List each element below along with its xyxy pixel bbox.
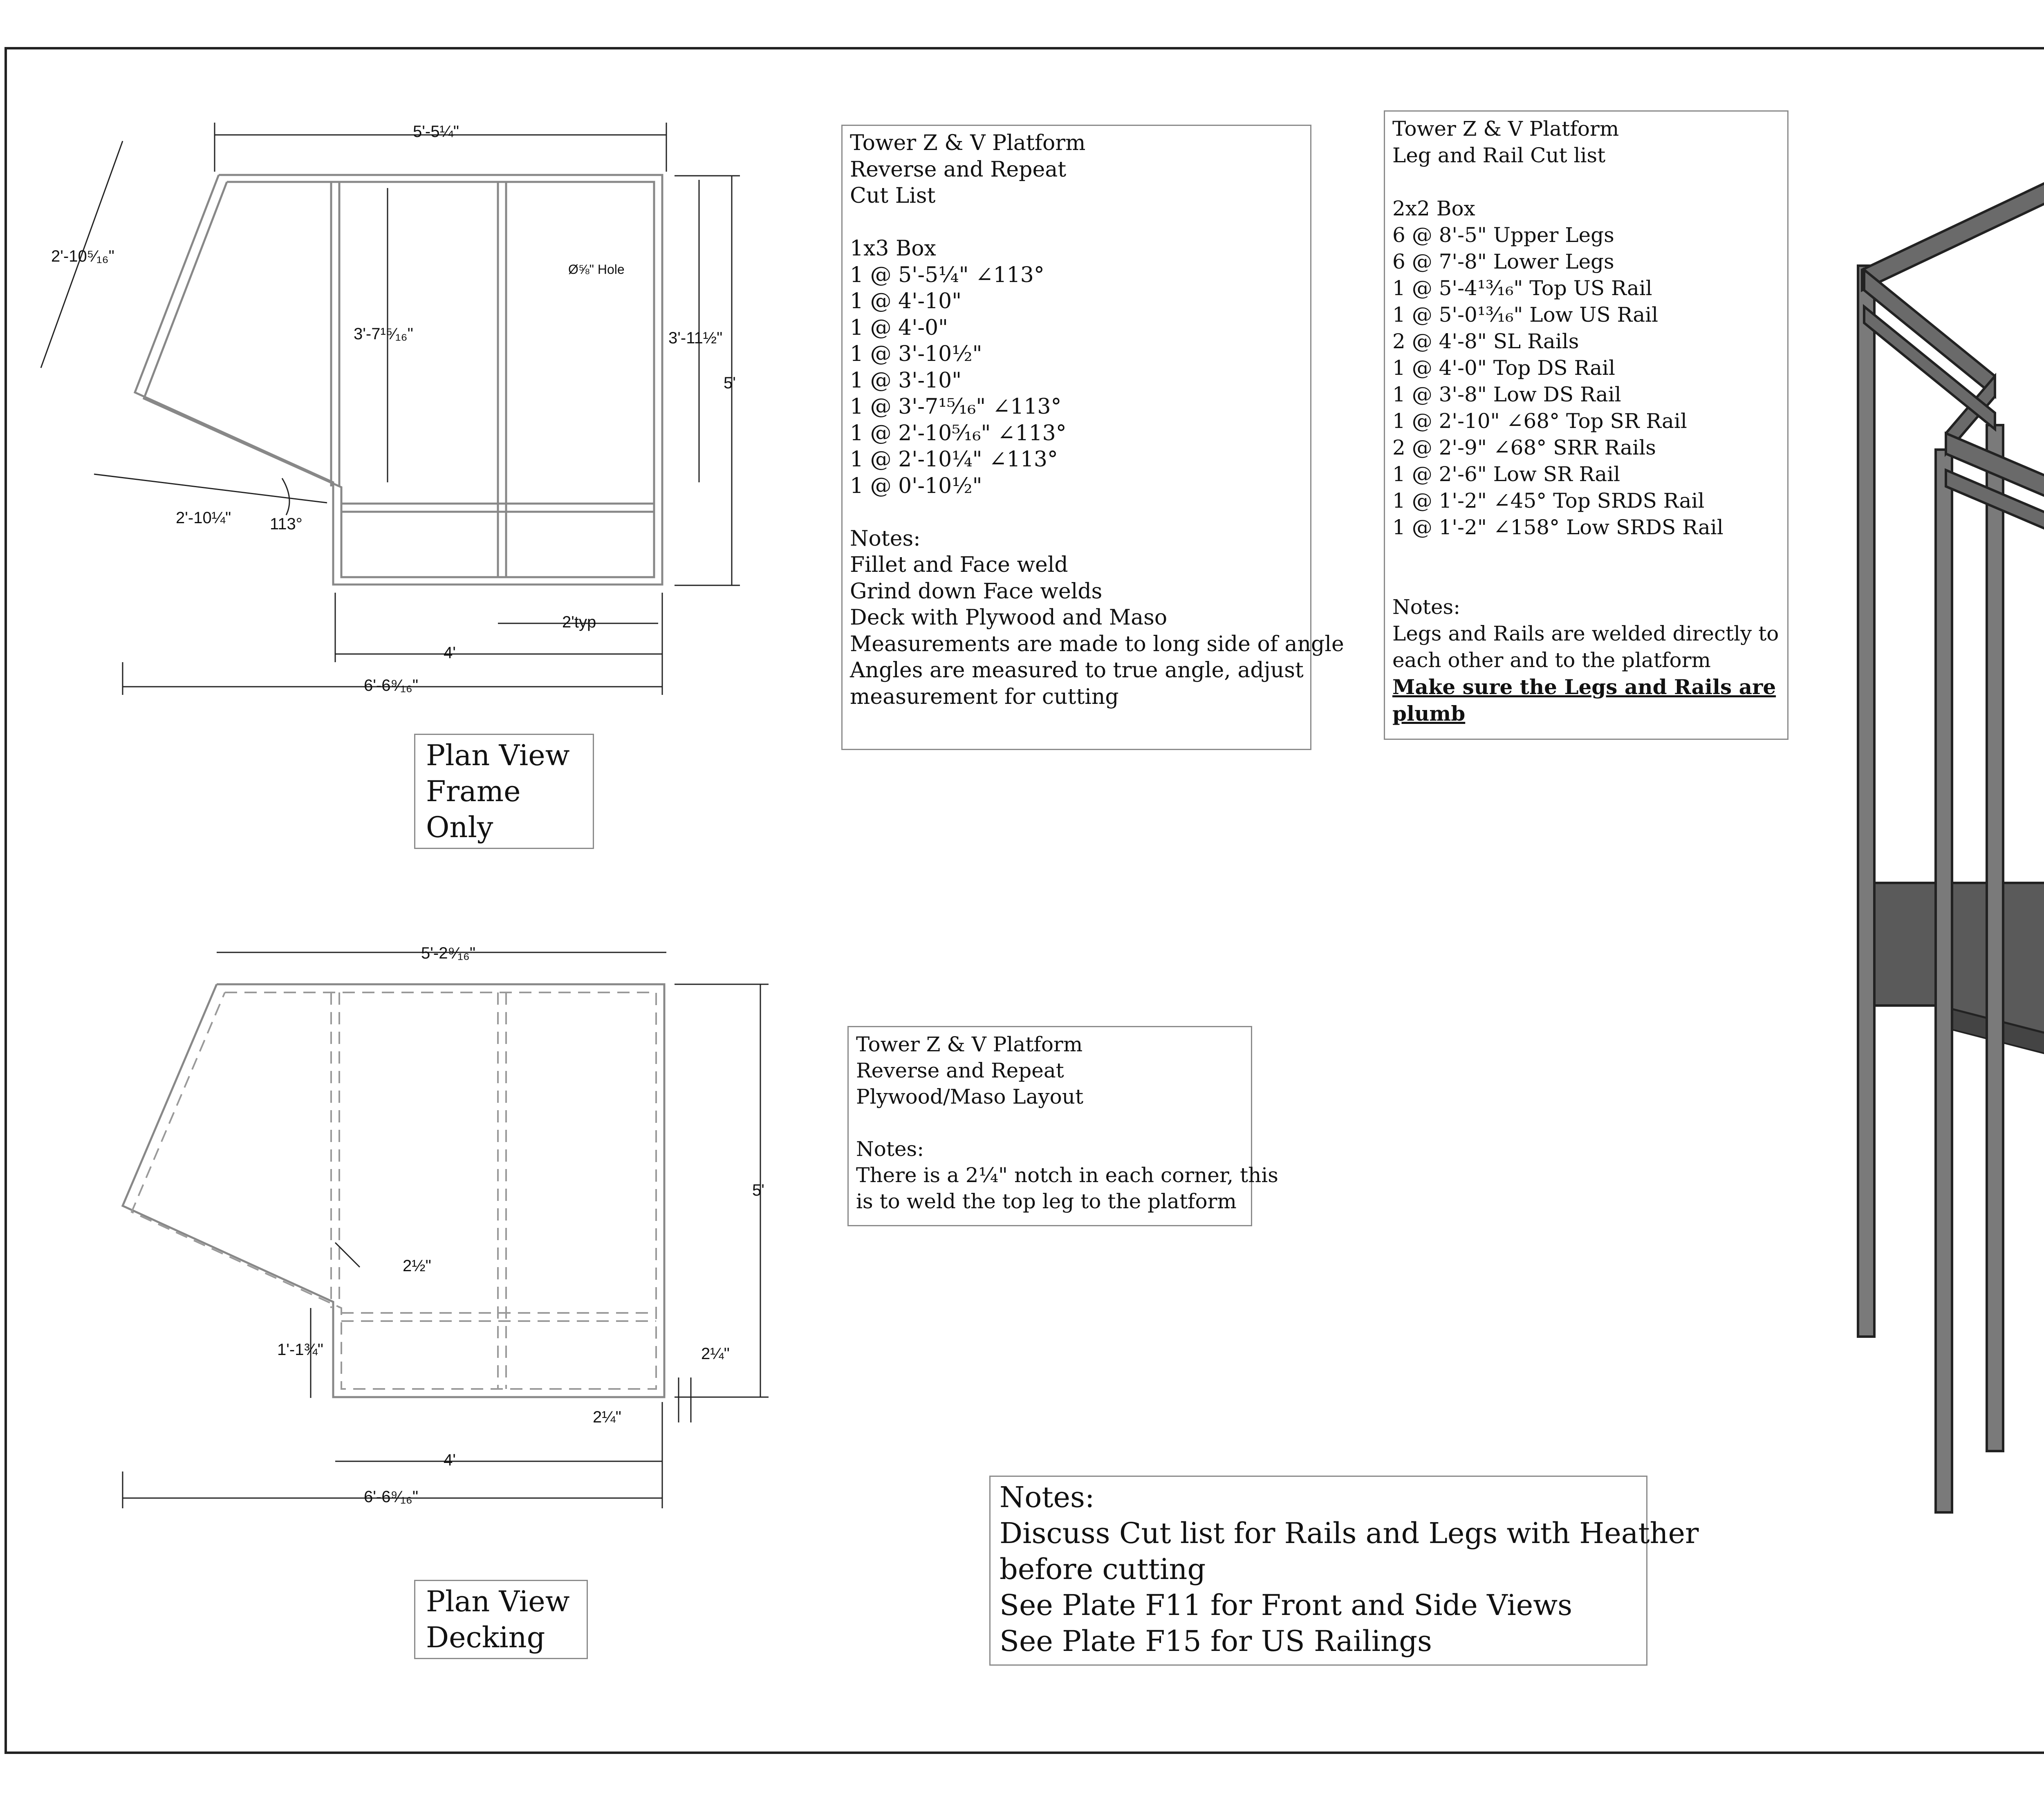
cut-list-line-0: Tower Z & V Platform	[850, 131, 1086, 155]
deck-dim-top-width: 5'-2⁹⁄₁₆"	[421, 944, 476, 962]
leg-rail-line-1: Leg and Rail Cut list	[1392, 143, 1606, 167]
deck-dim-notch: 2½"	[403, 1257, 431, 1275]
plywood-line-2: Plywood/Maso Layout	[856, 1085, 1084, 1109]
cut-list-lines	[850, 130, 1344, 710]
deck-dim-corner-right: 2¼"	[701, 1345, 730, 1363]
leg-rail-line-12: 2 @ 2'-9" ∠68° SRR Rails	[1392, 436, 1656, 459]
cut-list-line-4: 1x3 Box	[850, 236, 936, 261]
general-note-line-1: Discuss Cut list for Rails and Legs with Heather	[1000, 1516, 1699, 1550]
plywood-line-0: Tower Z & V Platform	[856, 1033, 1083, 1056]
plan-frame-dim-labels	[51, 123, 736, 694]
dim-inner-height: 3'-7¹⁵⁄₁₆"	[354, 325, 413, 343]
dim-top-width: 5'-5¼"	[413, 123, 459, 141]
general-note-line-0: Notes:	[1000, 1480, 1095, 1514]
general-notes-box	[989, 1476, 1699, 1666]
cut-list-line-1: Reverse and Repeat	[850, 157, 1067, 182]
plan-frame-dimensions	[41, 123, 740, 695]
dim-angle: 113°	[270, 515, 303, 533]
leg-rail-bold-note	[1392, 674, 1780, 727]
leg-rail-bold-line-0: Make sure the Legs and Rails are	[1392, 675, 1776, 699]
leg-rail-box	[1384, 110, 1788, 740]
cut-list-line-16: Fillet and Face weld	[850, 553, 1068, 577]
dim-typ: 2'typ	[562, 613, 596, 631]
iso-view-drawing	[1858, 176, 2044, 1619]
leg-rail-line-18: Notes:	[1392, 595, 1461, 619]
leg-rail-line-17	[1392, 567, 1780, 594]
leg-rail-line-11: 1 @ 2'-10" ∠68° Top SR Rail	[1392, 409, 1687, 433]
cut-list-line-19: Measurements are made to long side of angle	[850, 632, 1344, 656]
deck-dim-lower-left: 1'-1¾"	[277, 1341, 324, 1359]
dim-four: 4'	[444, 644, 456, 662]
cut-list-box	[841, 125, 1344, 750]
cut-list-line-15: Notes:	[850, 526, 921, 551]
leg-rail-line-4: 6 @ 8'-5" Upper Legs	[1392, 223, 1614, 247]
dim-hole: Ø⅝" Hole	[568, 262, 625, 277]
decking-dimensions	[123, 952, 769, 1508]
leg-rail-bold-line-1: plumb	[1392, 701, 1466, 726]
leg-rail-line-5: 6 @ 7'-8" Lower Legs	[1392, 250, 1614, 273]
dim-right-full: 5'	[724, 374, 736, 392]
plywood-line-5: There is a 2¼" notch in each corner, this	[856, 1163, 1278, 1187]
plywood-line-3	[856, 1110, 1244, 1136]
caption-plan-decking-line1: Plan View	[426, 1585, 570, 1618]
dim-right-inner: 3'-11½"	[668, 329, 723, 347]
cut-list-line-2: Cut List	[850, 184, 936, 208]
iso-deck	[1864, 883, 2044, 1079]
dim-bottom-overall: 6'-6⁹⁄₁₆"	[364, 676, 419, 694]
cut-list-line-5: 1 @ 5'-5¼" ∠113°	[850, 262, 1044, 287]
leg-rail-lines	[1392, 116, 1780, 674]
deck-dim-corner-bottom: 2¼"	[593, 1408, 621, 1426]
deck-dim-bottom-overall: 6'-6⁹⁄₁₆"	[364, 1488, 419, 1506]
caption-plan-decking-line2: Decking	[426, 1621, 545, 1654]
plywood-lines	[856, 1031, 1278, 1214]
cut-list-line-18: Deck with Plywood and Maso	[850, 605, 1168, 630]
dim-lower-angled: 2'-10¼"	[176, 509, 231, 527]
caption-plan-decking	[414, 1580, 588, 1659]
leg-rail-line-9: 1 @ 4'-0" Top DS Rail	[1392, 356, 1616, 380]
dim-left-angled: 2'-10⁵⁄₁₆"	[51, 247, 114, 265]
leg-rail-line-2	[1392, 169, 1780, 195]
leg-rail-line-15: 1 @ 1'-2" ∠158° Low SRDS Rail	[1392, 515, 1724, 539]
plywood-line-1: Reverse and Repeat	[856, 1059, 1064, 1082]
cut-list-line-6: 1 @ 4'-10"	[850, 289, 962, 314]
cut-list-line-10: 1 @ 3'-7¹⁵⁄₁₆" ∠113°	[850, 394, 1062, 419]
cut-list-line-12: 1 @ 2'-10¼" ∠113°	[850, 447, 1058, 472]
deck-dim-four: 4'	[444, 1451, 456, 1469]
general-note-line-2: before cutting	[1000, 1552, 1206, 1586]
caption-plan-frame-line2: Frame Only	[426, 775, 521, 844]
cut-list-line-21: measurement for cutting	[850, 684, 1119, 709]
general-notes-lines	[1000, 1479, 1699, 1659]
leg-rail-line-14: 1 @ 1'-2" ∠45° Top SRDS Rail	[1392, 489, 1705, 513]
caption-plan-frame-line1: Plan View	[426, 739, 570, 772]
leg-rail-line-16	[1392, 541, 1780, 567]
cut-list-line-9: 1 @ 3'-10"	[850, 368, 962, 393]
leg-rail-line-10: 1 @ 3'-8" Low DS Rail	[1392, 383, 1621, 406]
cut-list-line-8: 1 @ 3'-10½"	[850, 342, 982, 366]
leg-rail-line-3: 2x2 Box	[1392, 197, 1475, 220]
cut-list-line-14	[850, 499, 1303, 526]
leg-rail-line-20: each other and to the platform	[1392, 648, 1711, 672]
leg-rail-line-8: 2 @ 4'-8" SL Rails	[1392, 329, 1579, 353]
leg-rail-line-13: 1 @ 2'-6" Low SR Rail	[1392, 462, 1620, 486]
decking-hidden-lines	[132, 992, 656, 1389]
general-note-line-4: See Plate F15 for US Railings	[1000, 1624, 1432, 1658]
leg-rail-line-7: 1 @ 5'-0¹³⁄₁₆" Low US Rail	[1392, 303, 1659, 327]
leg-rail-line-0: Tower Z & V Platform	[1392, 117, 1619, 141]
deck-dim-right-full: 5'	[752, 1181, 764, 1199]
cut-list-line-3	[850, 209, 1303, 236]
cut-list-line-20: Angles are measured to true angle, adjust	[850, 658, 1304, 683]
cut-list-line-11: 1 @ 2'-10⁵⁄₁₆" ∠113°	[850, 421, 1067, 446]
leg-rail-line-19: Legs and Rails are welded directly to	[1392, 622, 1779, 645]
cut-list-line-7: 1 @ 4'-0"	[850, 315, 948, 340]
cut-list-line-17: Grind down Face welds	[850, 579, 1103, 604]
caption-plan-frame	[414, 734, 594, 849]
leg-rail-line-6: 1 @ 5'-4¹³⁄₁₆" Top US Rail	[1392, 276, 1652, 300]
plan-view-decking	[123, 984, 664, 1397]
general-note-line-3: See Plate F11 for Front and Side Views	[1000, 1588, 1573, 1622]
plywood-line-4: Notes:	[856, 1137, 924, 1161]
plywood-layout-box	[847, 1026, 1278, 1226]
cut-list-line-13: 1 @ 0'-10½"	[850, 473, 982, 498]
plywood-line-6: is to weld the top leg to the platform	[856, 1189, 1237, 1213]
